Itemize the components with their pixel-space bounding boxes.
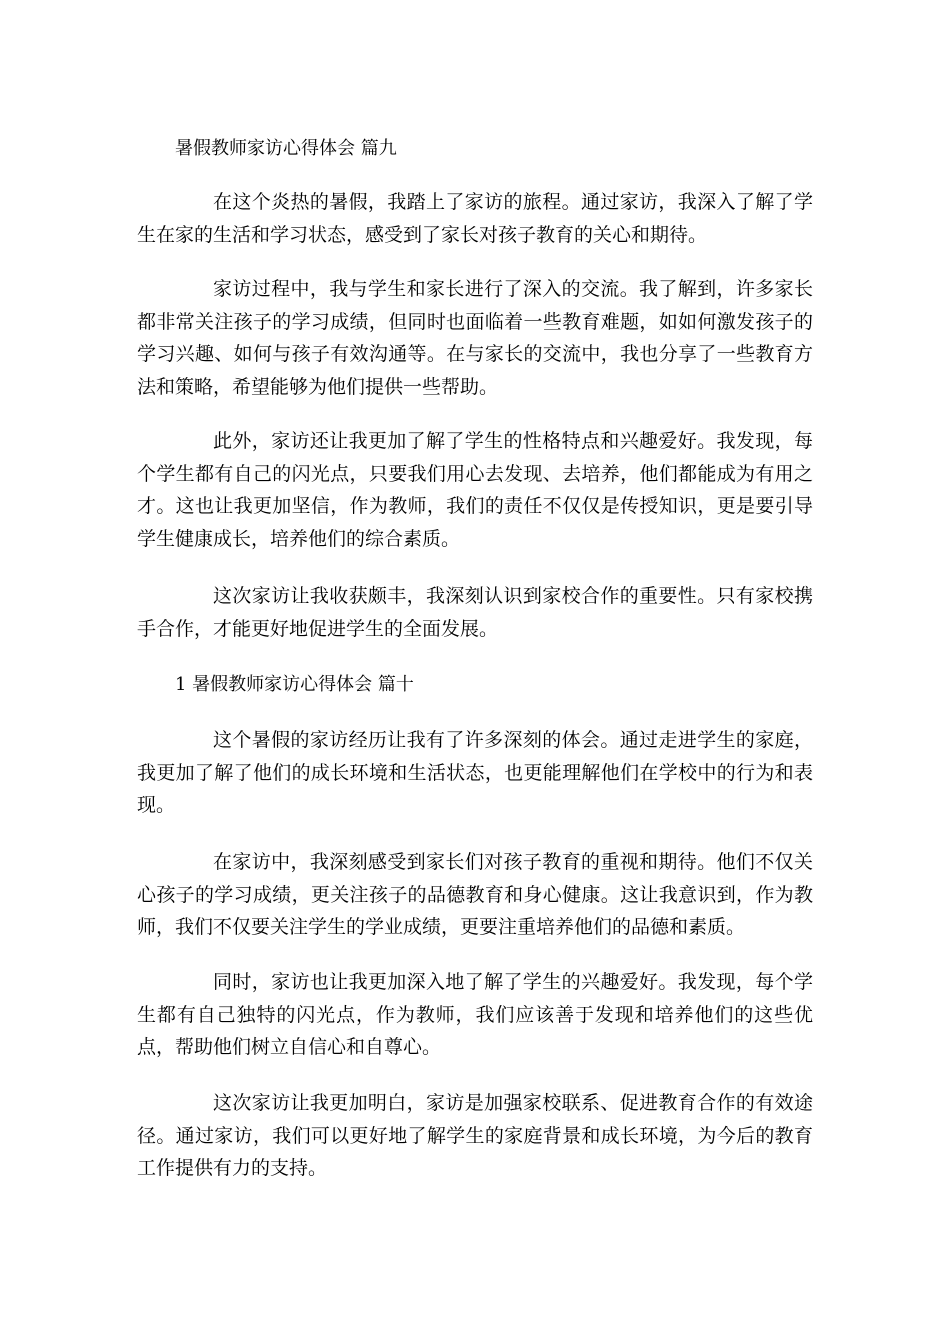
section-9-paragraph-2: 家访过程中，我与学生和家长进行了深入的交流。我了解到，许多家长都非常关注孩子的学习成绩，但同时也面临着一些教育难题，如如何激发孩子的学习兴趣、如何与孩子有效沟通等。在与家长的交流中，我也分享了一些教育方法和策略，希望能够为他们提供一些帮助。 xyxy=(137,278,813,398)
section-9-title: 暑假教师家访心得体会 篇九 xyxy=(175,138,397,159)
section-10-paragraph-1: 这个暑假的家访经历让我有了许多深刻的体会。通过走进学生的家庭，我更加了解了他们的成长环境和生活状态，也更能理解他们在学校中的行为和表现。 xyxy=(137,729,813,816)
section-9-paragraph-3: 此外，家访还让我更加了解了学生的性格特点和兴趣爱好。我发现，每个学生都有自己的闪光点，只要我们用心去发现、去培养，他们都能成为有用之才。这也让我更加坚信，作为教师，我们的责任不仅仅是传授知识，更是要引导学生健康成长，培养他们的综合素质。 xyxy=(137,430,813,550)
section-10-paragraph-3: 同时，家访也让我更加深入地了解了学生的兴趣爱好。我发现，每个学生都有自己独特的闪光点，作为教师，我们应该善于发现和培养他们的这些优点，帮助他们树立自信心和自尊心。 xyxy=(137,971,813,1058)
section-9-paragraph-1: 在这个炎热的暑假，我踏上了家访的旅程。通过家访，我深入了解了学生在家的生活和学习状态，感受到了家长对孩子教育的关心和期待。 xyxy=(137,191,813,246)
section-10-paragraph-2: 在家访中，我深刻感受到家长们对孩子教育的重视和期待。他们不仅关心孩子的学习成绩，更关注孩子的品德教育和身心健康。这让我意识到，作为教师，我们不仅要关注学生的学业成绩，更要注重培养他们的品德和素质。 xyxy=(137,851,813,938)
section-10-paragraph-4: 这次家访让我更加明白，家访是加强家校联系、促进教育合作的有效途径。通过家访，我们可以更好地了解学生的家庭背景和成长环境，为今后的教育工作提供有力的支持。 xyxy=(137,1092,813,1179)
section-9-paragraph-4: 这次家访让我收获颇丰，我深刻认识到家校合作的重要性。只有家校携手合作，才能更好地促进学生的全面发展。 xyxy=(137,585,813,640)
section-10-title: 1 暑假教师家访心得体会 篇十 xyxy=(175,674,414,695)
